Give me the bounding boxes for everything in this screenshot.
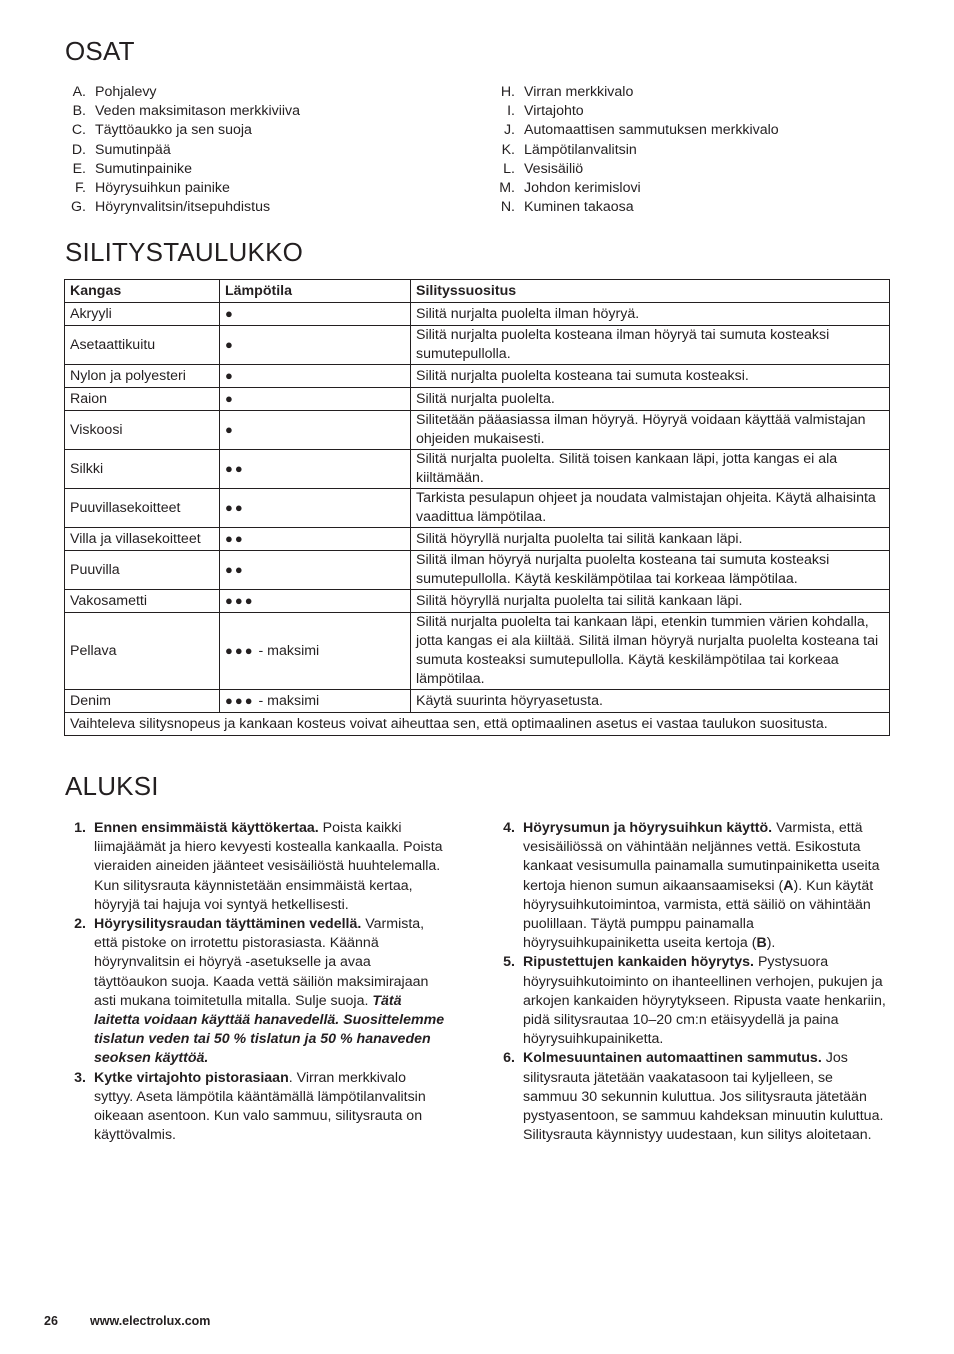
step-text — [94, 819, 448, 915]
step-item — [64, 819, 448, 915]
steps-list-right — [493, 819, 891, 1145]
cell-temperature — [220, 528, 411, 551]
cell-fabric: Viskoosi — [65, 411, 220, 450]
table-row — [65, 551, 890, 590]
step-item — [493, 1049, 891, 1145]
step-text-segment: Höyrysumun ja höyrysuihkun käyttö. — [523, 820, 773, 836]
parts-item-key: C. — [71, 122, 86, 139]
cell-advice: Silitä nurjalta puolelta tai kankaan läpi, etenkin tummien värien kohdalla, jotta kangas ei ala kiiltää. Silitä ilman höyryä nurjalta puolelta kosteana tai sumuta kosteaksi sumutepullolla. Käytä keskilämpötilaa tai korkeaa lämpötilaa. — [411, 613, 890, 690]
step-text-segment: ). — [766, 935, 776, 952]
parts-item — [493, 141, 893, 160]
parts-item-label: Vesisäiliö — [524, 160, 584, 177]
parts-item — [493, 83, 893, 102]
parts-item-key: G. — [71, 199, 86, 216]
parts-item-label: Virtajohto — [524, 103, 584, 120]
header-fabric: Kangas — [65, 280, 220, 303]
cell-temperature — [220, 690, 411, 713]
cell-fabric: Nylon ja polyesteri — [65, 365, 220, 388]
table-row — [65, 528, 890, 551]
cell-temperature — [220, 590, 411, 613]
cell-advice: Silitä höyryllä nurjalta puolelta tai silitä kankaan läpi. — [411, 590, 890, 613]
temperature-dots-icon: ●●● — [225, 693, 255, 708]
parts-item-key: H. — [500, 84, 515, 100]
temperature-dots-icon: ●● — [225, 531, 245, 546]
parts-item — [493, 198, 893, 217]
step-number: 6. — [503, 1050, 515, 1067]
parts-item-key: A. — [72, 84, 86, 100]
parts-item-label: Pohjalevy — [95, 84, 157, 100]
step-text-segment: Höyrysilitysraudan täyttäminen vedellä. — [94, 916, 362, 933]
cell-temperature — [220, 388, 411, 411]
step-text-segment: Varmista, että vesisäiliössä on vähintään neljännes vettä. Esikostuta kankaat vesisumulla painamalla sumutinpainiketta useita kertoja hienon sumun aikaansaamiseksi ( — [523, 820, 880, 894]
temperature-dots-icon: ● — [225, 337, 235, 352]
cell-advice: Silitä nurjalta puolelta kosteana tai sumuta kosteaksi. — [411, 365, 890, 388]
cell-temperature — [220, 326, 411, 365]
steps-list-left — [64, 819, 448, 1145]
temperature-dots-icon: ●●● — [225, 643, 255, 658]
parts-list-right — [493, 83, 893, 217]
parts-item-key: N. — [500, 199, 515, 216]
cell-fabric: Asetaattikuitu — [65, 326, 220, 365]
temperature-dots-icon: ●● — [225, 500, 245, 515]
step-text — [523, 1049, 891, 1145]
table-row — [65, 411, 890, 450]
cell-temperature — [220, 450, 411, 489]
parts-item-label: Sumutinpää — [95, 141, 171, 158]
cell-advice: Tarkista pesulapun ohjeet ja noudata valmistajan ohjeita. Käytä alhaisinta vaadittua lämpötilaa. — [411, 489, 890, 528]
cell-fabric: Pellava — [65, 613, 220, 690]
temperature-dots-icon: ●● — [225, 461, 245, 476]
step-item — [493, 953, 891, 1049]
temperature-dots-icon: ●●● — [225, 593, 255, 608]
table-row — [65, 489, 890, 528]
parts-item — [64, 179, 444, 198]
parts-item — [64, 102, 444, 121]
page-number: 26 — [44, 1314, 58, 1328]
cell-temperature — [220, 411, 411, 450]
step-text-segment: . Virran merkkivalo syttyy. Aseta lämpötila kääntämällä lämpötilanvalitsin oikeaan asentoon. Kun valo sammuu, silitysrauta on käyttövalmis. — [94, 1069, 426, 1144]
parts-item-key: D. — [71, 141, 86, 158]
table-row — [65, 613, 890, 690]
table-row — [65, 590, 890, 613]
step-text-segment: B — [756, 935, 767, 952]
cell-temperature — [220, 365, 411, 388]
table-row — [65, 365, 890, 388]
table-note: Vaihteleva silitysnopeus ja kankaan kosteus voivat aiheuttaa sen, että optimaalinen asetus ei vastaa taulukon suositusta. — [65, 713, 890, 736]
parts-item-label: Kuminen takaosa — [524, 199, 634, 216]
table-row — [65, 326, 890, 365]
parts-item-label: Virran merkkivalo — [524, 84, 634, 100]
cell-advice: Silitä nurjalta puolelta kosteana ilman höyryä tai sumuta kosteaksi sumutepullolla. — [411, 326, 890, 365]
cell-temperature — [220, 303, 411, 326]
cell-fabric: Puuvillasekoitteet — [65, 489, 220, 528]
step-text-segment: Kytke virtajohto pistorasiaan — [94, 1069, 289, 1086]
cell-advice: Silitä nurjalta puolelta. — [411, 388, 890, 411]
step-number: 1. — [74, 820, 86, 836]
step-text-segment: Kolmesuuntainen automaattinen sammutus. — [523, 1050, 822, 1067]
temperature-dots-icon: ● — [225, 391, 235, 406]
parts-item-label: Täyttöaukko ja sen suoja — [95, 122, 252, 139]
cell-temperature — [220, 613, 411, 690]
section-title-aluksi: ALUKSI — [65, 771, 159, 801]
cell-temperature — [220, 551, 411, 590]
parts-item-key: L. — [503, 160, 515, 177]
parts-item — [493, 102, 893, 121]
section-title-osat: OSAT — [65, 36, 135, 66]
step-text-segment: ). Kun käytät höyrysuihkutoimintoa, varmista, että säiliö on vähintään puolillaan. Täytä pumppu painamalla höyrysuihkupainiketta useita kertoja ( — [523, 877, 874, 952]
header-temperature: Lämpötila — [220, 280, 411, 303]
step-number: 2. — [74, 916, 86, 933]
parts-item-label: Höyrysuihkun painike — [95, 180, 230, 197]
parts-item-key: J. — [503, 122, 515, 139]
step-number: 3. — [74, 1069, 86, 1086]
step-item — [64, 1069, 448, 1146]
parts-item-key: B. — [72, 103, 86, 120]
table-row — [65, 450, 890, 489]
parts-item-label: Sumutinpainike — [95, 160, 193, 177]
parts-item-key: E. — [72, 160, 86, 177]
cell-fabric: Villa ja villasekoitteet — [65, 528, 220, 551]
parts-item-label: Veden maksimitason merkkiviiva — [95, 103, 301, 120]
table-row — [65, 388, 890, 411]
parts-item — [64, 83, 444, 102]
temperature-dots-icon: ● — [225, 368, 235, 383]
temperature-dots-icon: ● — [225, 422, 235, 437]
temperature-dots-icon: ●● — [225, 562, 245, 577]
temperature-suffix: - maksimi — [254, 693, 320, 709]
step-number: 4. — [503, 820, 515, 836]
step-text-segment: Tätä laitetta voidaan käyttää hanavedellä. Suosittelemme tislatun veden tai 50 % tislatun ja 50 % hanaveden seoksen käyttöä. — [94, 992, 445, 1067]
parts-item-label: Automaattisen sammutuksen merkkivalo — [524, 122, 779, 139]
step-number: 5. — [503, 954, 515, 971]
step-item — [493, 819, 891, 953]
step-text-segment: Pystysuora höyrysuihkutoiminto on ihanteellinen verhojen, pukujen ja arkojen kankaiden höyrytykseen. Ripusta vaate henkariin, pidä silitysrautaa 10–20 cm:n etäisyydellä ja paina höyrysuihkupainiketta. — [523, 954, 886, 1048]
temperature-suffix: - maksimi — [254, 643, 320, 659]
table-header-row — [65, 280, 890, 303]
cell-advice: Silitä nurjalta puolelta ilman höyryä. — [411, 303, 890, 326]
step-text — [94, 1069, 448, 1146]
step-text-segment: Ennen ensimmäistä käyttökertaa. — [94, 820, 319, 836]
section-title-silitystaulukko: SILITYSTAULUKKO — [65, 237, 304, 267]
parts-item-key: M. — [499, 180, 515, 197]
step-text-segment: Ripustettujen kankaiden höyrytys. — [523, 954, 754, 971]
parts-item-label: Lämpötilanvalitsin — [524, 141, 637, 158]
step-text — [523, 819, 891, 953]
step-text-segment: Poista kaikki liimajäämät ja hiero kevyesti kostealla kankaalla. Poista vieraiden aineiden jäänteet vesisäiliöstä huuhtelemalla. Kun silitysrauta käynnistetään ensimmäistä kertaa, höyryjä tai hajuja voi syntyä hetkellisesti. — [94, 820, 443, 913]
cell-advice: Silitä nurjalta puolelta. Silitä toisen kankaan läpi, jotta kangas ei ala kiiltämään. — [411, 450, 890, 489]
cell-advice: Silitetään pääasiassa ilman höyryä. Höyryä voidaan käyttää valmistajan ohjeiden mukaisesti. — [411, 411, 890, 450]
parts-list-left — [64, 83, 444, 217]
cell-advice: Silitä ilman höyryä nurjalta puolelta kosteana tai sumuta kosteaksi sumutepullolla. Käytä keskilämpötilaa tai korkeaa lämpötilaa. — [411, 551, 890, 590]
cell-fabric: Raion — [65, 388, 220, 411]
cell-fabric: Denim — [65, 690, 220, 713]
cell-advice: Käytä suurinta höyryasetusta. — [411, 690, 890, 713]
cell-advice: Silitä höyryllä nurjalta puolelta tai silitä kankaan läpi. — [411, 528, 890, 551]
cell-fabric: Silkki — [65, 450, 220, 489]
cell-fabric: Puuvilla — [65, 551, 220, 590]
table-note-row — [65, 713, 890, 736]
table-row — [65, 690, 890, 713]
header-advice: Silityssuositus — [411, 280, 890, 303]
parts-item — [493, 179, 893, 198]
parts-item-key: I. — [507, 103, 515, 120]
step-text-segment: Varmista, että pistoke on irrotettu pistorasiasta. Käännä höyrynvalitsin ei höyryä -asetukselle ja avaa täyttöaukon suoja. Kaada vettä säiliön maksimirajaan asti mukana toimitetulla mitalla. Sulje suoja. — [94, 916, 429, 1009]
parts-item-key: K. — [501, 141, 515, 158]
parts-item — [64, 141, 444, 160]
cell-fabric: Vakosametti — [65, 590, 220, 613]
step-item — [64, 915, 448, 1069]
parts-item-key: F. — [74, 180, 86, 197]
parts-item — [493, 121, 893, 140]
ironing-table — [64, 279, 890, 736]
step-text-segment: Jos silitysrauta jätetään vaakatasoon tai kyljelleen, se sammuu 30 sekunnin kuluttua. Jos silitysrauta jätetään pystyasentoon, se sammuu kahdeksan minuutin kuluttua. Silitysrauta käynnistyy uudestaan, kun silitys aloitetaan. — [523, 1050, 884, 1144]
parts-item — [64, 160, 444, 179]
parts-item-label: Höyrynvalitsin/itsepuhdistus — [95, 199, 271, 216]
parts-item — [64, 121, 444, 140]
parts-item — [64, 198, 444, 217]
step-text-segment: A — [783, 877, 794, 894]
step-text — [523, 953, 891, 1049]
parts-item-label: Johdon kerimislovi — [524, 180, 641, 197]
step-text — [94, 915, 448, 1069]
temperature-dots-icon: ● — [225, 306, 235, 321]
table-row — [65, 303, 890, 326]
cell-fabric: Akryyli — [65, 303, 220, 326]
footer-url: www.electrolux.com — [90, 1314, 211, 1328]
cell-temperature — [220, 489, 411, 528]
parts-item — [493, 160, 893, 179]
